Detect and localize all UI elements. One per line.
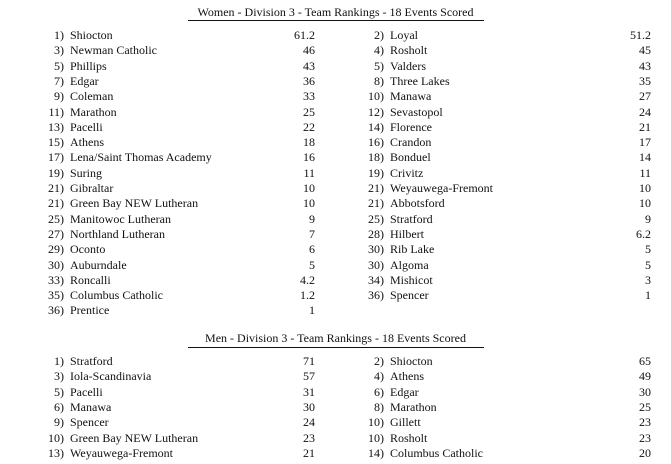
team-score: 17 (639, 135, 651, 150)
section-title: Men - Division 3 - Team Rankings - 18 Events Scored (205, 331, 466, 345)
ranking-row (344, 196, 664, 211)
rank-number: 18) (368, 150, 384, 165)
rank-number: 9) (54, 415, 64, 430)
rank-number: 14) (368, 119, 384, 134)
ranking-row (344, 385, 664, 400)
team-score: 3 (645, 272, 651, 287)
ranking-row (24, 120, 324, 135)
rank-number: 12) (368, 104, 384, 119)
ranking-row (24, 150, 324, 165)
ranking-row (24, 59, 324, 74)
team-name: Stratford (70, 354, 113, 368)
team-score: 46 (303, 43, 315, 58)
ranking-row (344, 446, 664, 461)
ranking-row (344, 431, 664, 446)
team-name: Oconto (70, 242, 106, 257)
team-score: 10 (303, 181, 315, 195)
rank-number: 3) (54, 43, 64, 58)
team-score: 25 (303, 104, 315, 119)
team-score: 9 (309, 211, 315, 226)
rank-number: 19) (48, 165, 64, 180)
team-name: Weyauwega-Fremont (390, 181, 493, 195)
team-name: Rib Lake (390, 242, 435, 257)
team-score: 10 (639, 181, 651, 195)
team-name: Athens (390, 369, 424, 384)
team-score: 20 (639, 445, 651, 460)
team-name: Lena/Saint Thomas Academy (70, 150, 212, 165)
ranking-row (24, 43, 324, 58)
section-title: Women - Division 3 - Team Rankings - 18 Events Scored (197, 5, 474, 19)
team-name: Spencer (70, 415, 109, 430)
team-score: 43 (639, 58, 651, 73)
ranking-row (24, 369, 324, 384)
ranking-row (344, 59, 664, 74)
team-name: Green Bay NEW Lutheran (70, 430, 199, 445)
team-name: Algoma (390, 257, 429, 272)
ranking-row (24, 258, 324, 273)
title-underline (188, 20, 484, 21)
rank-number: 25) (48, 211, 64, 226)
team-name: Crandon (390, 135, 432, 150)
rank-number: 10) (368, 415, 384, 430)
rank-number: 30) (368, 257, 384, 272)
title-underline (188, 347, 484, 348)
team-name: Pacelli (70, 384, 103, 399)
team-name: Suring (70, 165, 103, 180)
team-name: Athens (70, 135, 104, 150)
team-name: Gibraltar (70, 181, 114, 195)
ranking-row (24, 273, 324, 288)
team-name: Loyal (390, 28, 418, 42)
team-name: Phillips (70, 58, 107, 73)
ranking-row (24, 400, 324, 415)
ranking-row (344, 89, 664, 104)
ranking-row (344, 181, 664, 196)
team-name: Northland Lutheran (70, 226, 165, 241)
team-name: Crivitz (390, 165, 424, 180)
ranking-row (344, 415, 664, 430)
team-name: Newman Catholic (70, 43, 157, 58)
rank-number: 21) (368, 196, 384, 211)
team-name: Rosholt (390, 43, 428, 58)
rank-number: 4) (374, 43, 384, 58)
rank-number: 6) (54, 399, 64, 414)
team-score: 4.2 (300, 272, 315, 287)
team-score: 30 (639, 384, 651, 399)
team-name: Shiocton (390, 354, 433, 368)
ranking-row (24, 74, 324, 89)
ranking-row (24, 135, 324, 150)
team-name: Marathon (70, 104, 117, 119)
rank-number: 5) (54, 384, 64, 399)
rank-number: 21) (48, 181, 64, 195)
rank-number: 10) (368, 430, 384, 445)
team-name: Abbotsford (390, 196, 445, 211)
team-name: Shiocton (70, 28, 113, 42)
team-score: 14 (639, 150, 651, 165)
team-score: 30 (303, 399, 315, 414)
rank-number: 2) (374, 28, 384, 42)
team-score: 5 (645, 242, 651, 257)
rank-number: 35) (48, 288, 64, 303)
team-name: Manawa (70, 399, 112, 414)
team-score: 1.2 (300, 288, 315, 303)
team-score: 33 (303, 89, 315, 104)
rank-number: 10) (48, 430, 64, 445)
team-name: Roncalli (70, 272, 111, 287)
team-score: 11 (303, 165, 315, 180)
ranking-row (24, 385, 324, 400)
team-score: 24 (639, 104, 651, 119)
team-name: Manawa (390, 89, 432, 104)
team-name: Iola-Scandinavia (70, 369, 152, 384)
rank-number: 17) (48, 150, 64, 165)
team-name: Edgar (390, 384, 419, 399)
team-score: 23 (303, 430, 315, 445)
rank-number: 30) (368, 242, 384, 257)
rank-number: 33) (48, 272, 64, 287)
team-score: 23 (639, 430, 651, 445)
ranking-row (24, 415, 324, 430)
rank-number: 13) (48, 119, 64, 134)
rank-number: 8) (374, 73, 384, 88)
rank-number: 16) (368, 135, 384, 150)
team-score: 45 (639, 43, 651, 58)
team-score: 5 (309, 257, 315, 272)
rank-number: 21) (48, 196, 64, 211)
team-score: 35 (639, 73, 651, 88)
team-score: 11 (639, 165, 651, 180)
ranking-row (24, 288, 324, 303)
rank-number: 9) (54, 89, 64, 104)
ranking-row (24, 105, 324, 120)
ranking-row (344, 74, 664, 89)
team-score: 49 (639, 369, 651, 384)
ranking-row (24, 181, 324, 196)
ranking-row (344, 135, 664, 150)
team-score: 1 (645, 288, 651, 303)
ranking-row (344, 43, 664, 58)
ranking-row (24, 354, 324, 369)
ranking-row (344, 120, 664, 135)
ranking-row (24, 89, 324, 104)
team-name: Sevastopol (390, 104, 443, 119)
team-name: Coleman (70, 89, 114, 104)
ranking-row (344, 227, 664, 242)
team-name: Manitowoc Lutheran (70, 211, 171, 226)
team-name: Gillett (390, 415, 421, 430)
team-score: 21 (303, 445, 315, 460)
rank-number: 2) (374, 354, 384, 368)
team-name: Weyauwega-Fremont (70, 445, 173, 460)
team-name: Marathon (390, 399, 437, 414)
ranking-row (344, 354, 664, 369)
team-name: Three Lakes (390, 73, 450, 88)
ranking-row (24, 28, 324, 43)
rank-number: 7) (54, 73, 64, 88)
rank-number: 1) (54, 28, 64, 42)
team-score: 24 (303, 415, 315, 430)
rank-number: 3) (54, 369, 64, 384)
ranking-row (344, 212, 664, 227)
rank-number: 34) (368, 272, 384, 287)
team-score: 23 (639, 415, 651, 430)
rank-number: 4) (374, 369, 384, 384)
team-score: 21 (639, 119, 651, 134)
ranking-row (24, 227, 324, 242)
team-score: 71 (303, 354, 315, 368)
team-score: 25 (639, 399, 651, 414)
team-name: Rosholt (390, 430, 428, 445)
ranking-row (344, 258, 664, 273)
ranking-row (344, 242, 664, 257)
rank-number: 30) (48, 257, 64, 272)
ranking-row (24, 196, 324, 211)
team-name: Hilbert (390, 226, 424, 241)
team-score: 43 (303, 58, 315, 73)
team-name: Columbus Catholic (390, 445, 483, 460)
rank-number: 10) (368, 89, 384, 104)
team-name: Mishicot (390, 272, 433, 287)
team-name: Valders (390, 58, 426, 73)
ranking-row (344, 105, 664, 120)
team-score: 1 (309, 303, 315, 318)
team-name: Edgar (70, 73, 99, 88)
team-score: 10 (303, 196, 315, 211)
ranking-row (24, 212, 324, 227)
team-score: 61.2 (294, 28, 315, 42)
ranking-row (344, 288, 664, 303)
team-score: 6.2 (636, 226, 651, 241)
ranking-row (24, 431, 324, 446)
rank-number: 5) (54, 58, 64, 73)
team-score: 22 (303, 119, 315, 134)
team-name: Pacelli (70, 119, 103, 134)
rank-number: 21) (368, 181, 384, 195)
team-name: Spencer (390, 288, 429, 303)
team-score: 27 (639, 89, 651, 104)
rank-number: 6) (374, 384, 384, 399)
rank-number: 15) (48, 135, 64, 150)
rank-number: 36) (368, 288, 384, 303)
team-name: Stratford (390, 211, 433, 226)
rank-number: 8) (374, 399, 384, 414)
rank-number: 29) (48, 242, 64, 257)
rank-number: 27) (48, 226, 64, 241)
rank-number: 11) (48, 104, 64, 119)
team-score: 16 (303, 150, 315, 165)
team-score: 36 (303, 73, 315, 88)
rank-number: 14) (368, 445, 384, 460)
team-score: 65 (639, 354, 651, 368)
ranking-row (344, 273, 664, 288)
team-score: 9 (645, 211, 651, 226)
ranking-row (344, 150, 664, 165)
rank-number: 36) (48, 303, 64, 318)
team-score: 10 (639, 196, 651, 211)
team-name: Auburndale (70, 257, 127, 272)
team-score: 7 (309, 226, 315, 241)
rank-number: 1) (54, 354, 64, 368)
ranking-row (344, 400, 664, 415)
rank-number: 13) (48, 445, 64, 460)
rank-number: 19) (368, 165, 384, 180)
ranking-row (344, 28, 664, 43)
ranking-row (344, 369, 664, 384)
team-name: Columbus Catholic (70, 288, 163, 303)
team-score: 5 (645, 257, 651, 272)
team-score: 18 (303, 135, 315, 150)
rank-number: 5) (374, 58, 384, 73)
team-score: 57 (303, 369, 315, 384)
rank-number: 28) (368, 226, 384, 241)
ranking-row (24, 242, 324, 257)
team-name: Prentice (70, 303, 110, 318)
team-score: 31 (303, 384, 315, 399)
team-score: 6 (309, 242, 315, 257)
ranking-row (24, 166, 324, 181)
team-name: Green Bay NEW Lutheran (70, 196, 199, 211)
team-score: 51.2 (630, 28, 651, 42)
team-name: Florence (390, 119, 432, 134)
rank-number: 25) (368, 211, 384, 226)
ranking-row (344, 166, 664, 181)
ranking-row (24, 446, 324, 461)
ranking-row (24, 303, 324, 318)
team-name: Bonduel (390, 150, 431, 165)
